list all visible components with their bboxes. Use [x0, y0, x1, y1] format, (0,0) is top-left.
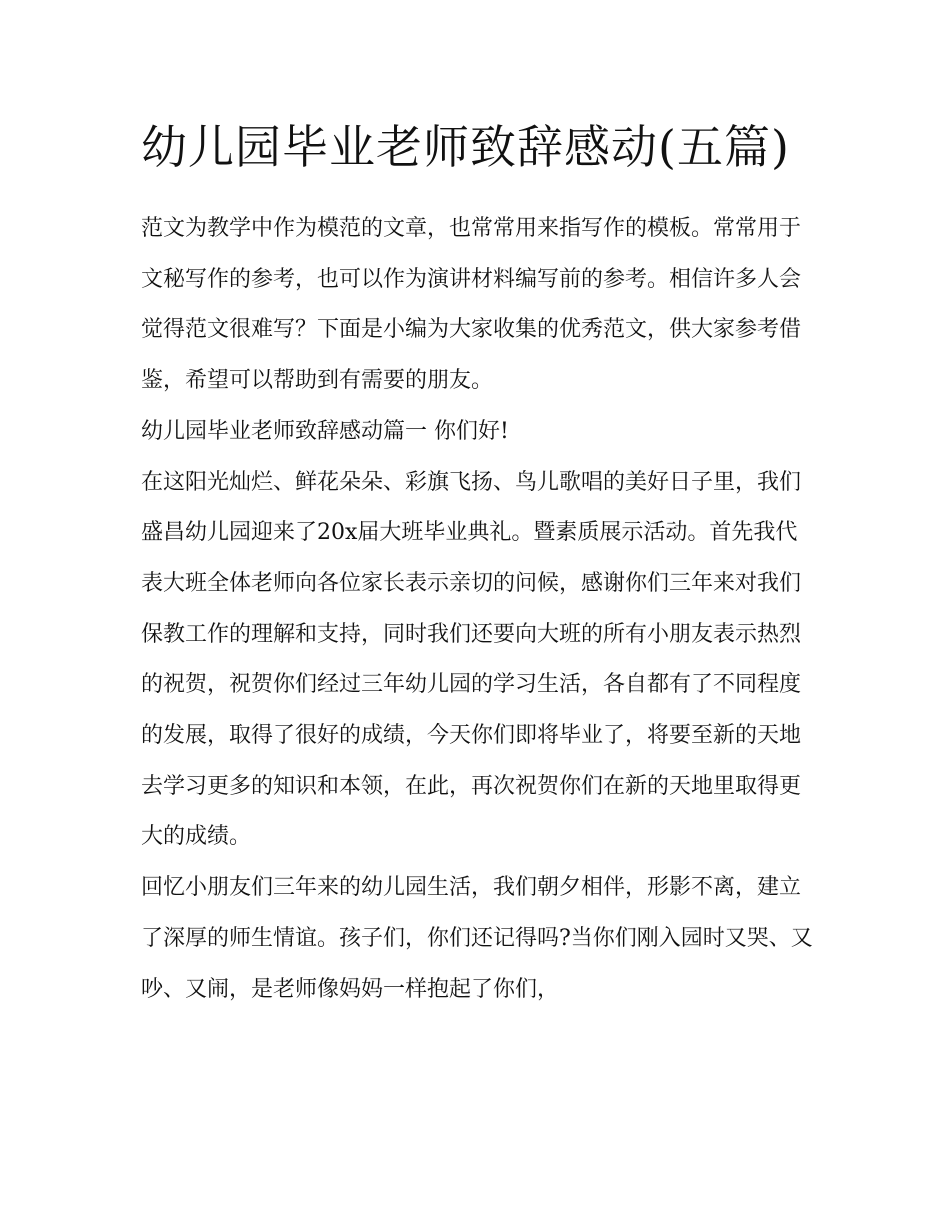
- document-page: [141, 112, 813, 1015]
- document-title: 幼儿园毕业老师致辞感动(五篇): [141, 120, 790, 174]
- section-heading-paragraph: 幼儿园毕业老师致辞感动篇一 你们好!: [141, 418, 509, 444]
- body-paragraph: 回忆小朋友们三年来的幼儿园生活，我们朝夕相伴，形影不离，建立了深厚的师生情谊。孩子们，你们还记得吗?当你们刚入园时又哭、又吵、又闹，是老师像妈妈一样抱起了你们，: [141, 875, 813, 1002]
- intro-paragraph: 范文为教学中作为模范的文章，也常常用来指写作的模板。常常用于文秘写作的参考，也可以作为演讲材料编写前的参考。相信许多人会觉得范文很难写？下面是小编为大家收集的优秀范文，供大家参考借鉴，希望可以帮助到有需要的朋友。: [141, 216, 802, 394]
- body-paragraph: 在这阳光灿烂、鲜花朵朵、彩旗飞扬、鸟儿歌唱的美好日子里，我们盛昌幼儿园迎来了20x届大班毕业典礼。暨素质展示活动。首先我代表大班全体老师向各位家长表示亲切的问候，感谢你们三年来对我们保教工作的理解和支持，同时我们还要向大班的所有小朋友表示热烈的祝贺，祝贺你们经过三年幼儿园的学习生活，各自都有了不同程度的发展，取得了很好的成绩，今天你们即将毕业了，将要至新的天地去学习更多的知识和本领，在此，再次祝贺你们在新的天地里取得更大的成绩。: [141, 469, 802, 850]
